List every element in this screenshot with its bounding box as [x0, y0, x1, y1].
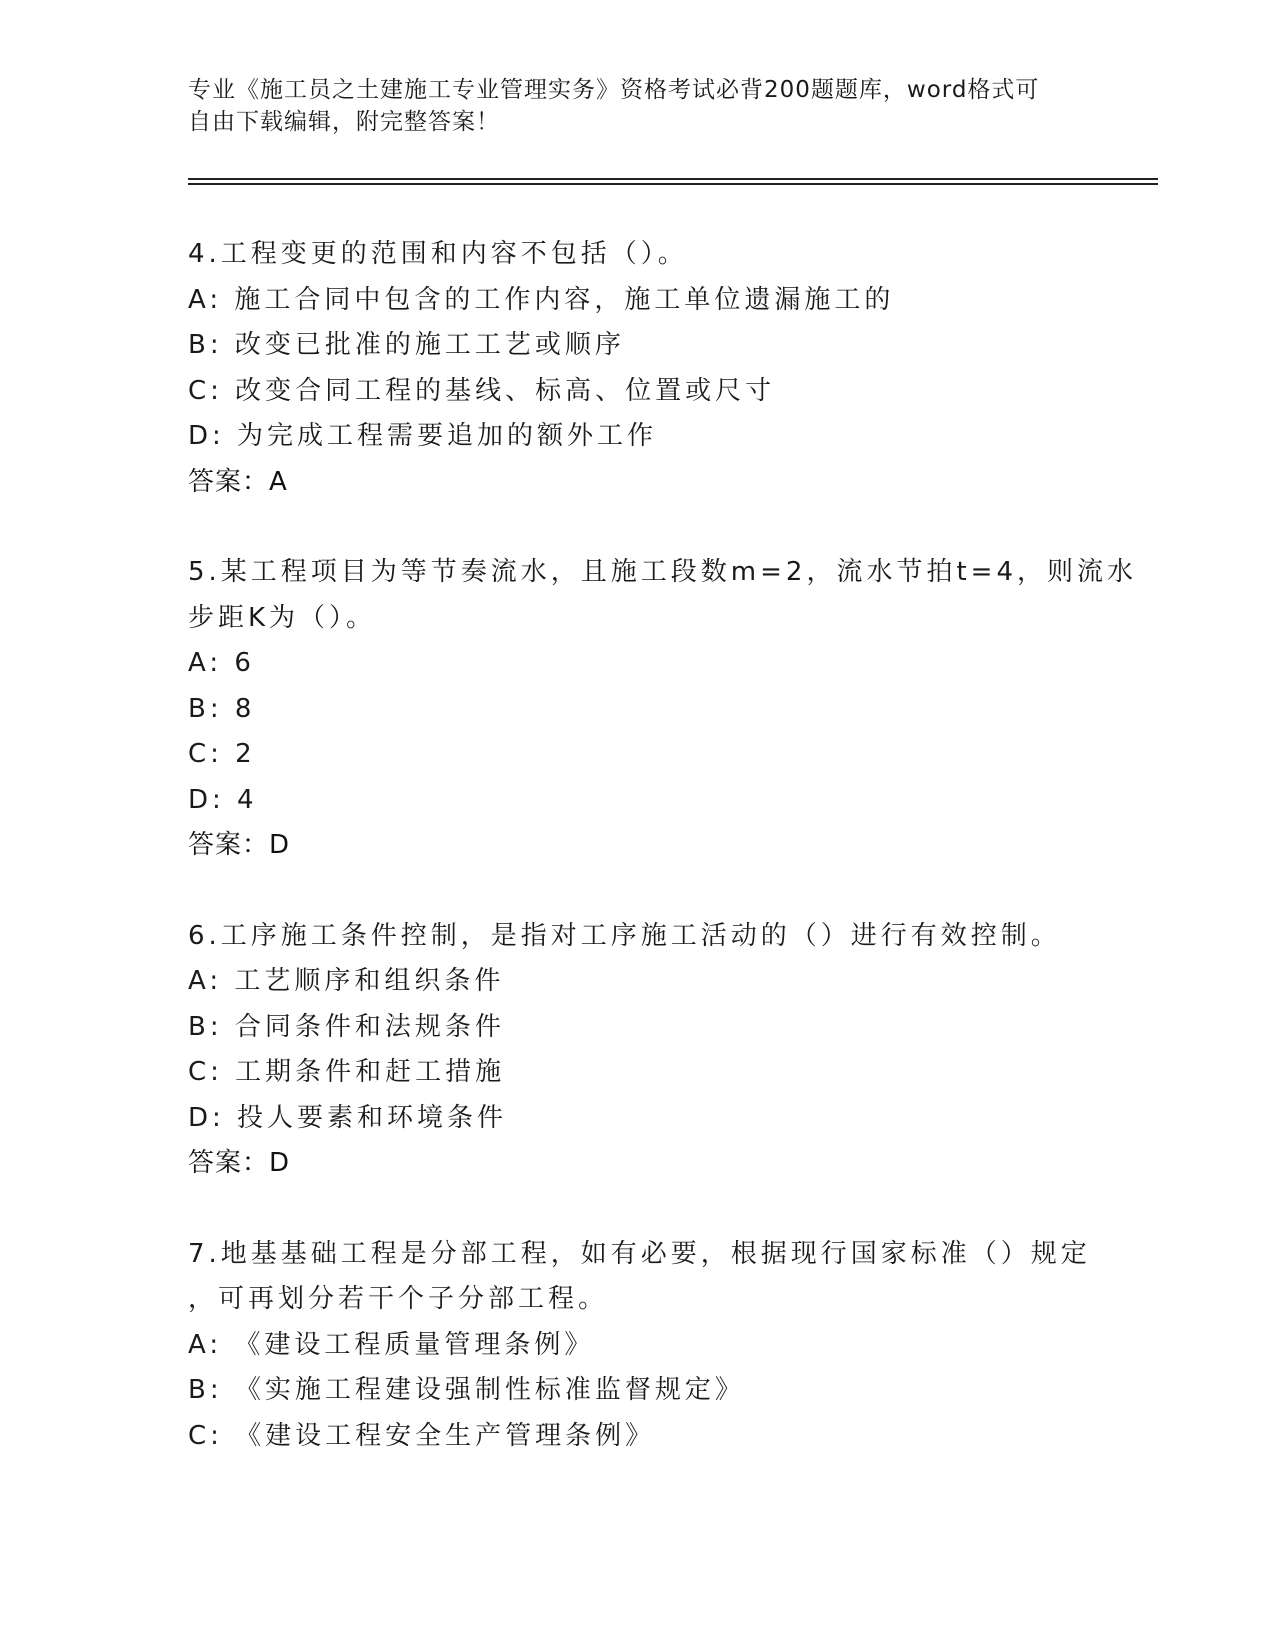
option-b: B: 合同条件和法规条件 — [188, 1011, 505, 1042]
option-a: A: 6 — [188, 648, 255, 678]
question-stem: 5.某工程项目为等节奏流水，且施工段数m=2，流水节拍t=4，则流水 — [188, 557, 1137, 587]
option-d: D: 为完成工程需要追加的额外工作 — [188, 421, 658, 451]
option-c: C: 改变合同工程的基线、标高、位置或尺寸 — [188, 375, 776, 406]
answer-label: 答案：D — [188, 1148, 291, 1178]
question-stem: 7.地基基础工程是分部工程，如有必要，根据现行国家标准（）规定 — [188, 1238, 1091, 1269]
option-a: A: 工艺顺序和组织条件 — [188, 966, 505, 996]
document-header — [188, 74, 1088, 138]
option-c: C: 《建设工程安全生产管理条例》 — [188, 1420, 656, 1451]
question-list — [188, 232, 1137, 1504]
header-line-2: 自由下载编辑，附完整答案！ — [188, 109, 500, 135]
option-b: B: 改变已批准的施工工艺或顺序 — [188, 330, 625, 360]
option-c: C: 工期条件和赶工措施 — [188, 1057, 506, 1087]
question-stem-continued: 步距K为（）。 — [188, 602, 377, 633]
header-line-1: 专业《施工员之土建施工专业管理实务》资格考试必背200题题库，word格式可 — [188, 77, 1040, 103]
option-d: D: 4 — [188, 784, 258, 815]
answer-label: 答案：A — [188, 466, 288, 497]
question-stem: 6.工序施工条件控制，是指对工序施工活动的（）进行有效控制。 — [188, 920, 1061, 951]
header-divider-top — [188, 178, 1158, 180]
header-divider-bottom — [188, 183, 1158, 185]
option-c: C: 2 — [188, 739, 256, 769]
question-stem-continued: ，可再划分若干个子分部工程。 — [188, 1284, 609, 1314]
option-b: B: 8 — [188, 693, 256, 724]
option-b: B: 《实施工程建设强制性标准监督规定》 — [188, 1375, 745, 1405]
question-5 — [188, 550, 1137, 869]
question-7 — [188, 1232, 1091, 1460]
option-d: D: 投人要素和环境条件 — [188, 1102, 508, 1133]
question-4 — [188, 232, 1088, 505]
option-a: A: 《建设工程质量管理条例》 — [188, 1329, 595, 1360]
option-a: A: 施工合同中包含的工作内容，施工单位遗漏施工的 — [188, 284, 895, 315]
answer-label: 答案：D — [188, 830, 291, 860]
question-6 — [188, 914, 1088, 1187]
question-stem: 4.工程变更的范围和内容不包括（）。 — [188, 239, 688, 269]
